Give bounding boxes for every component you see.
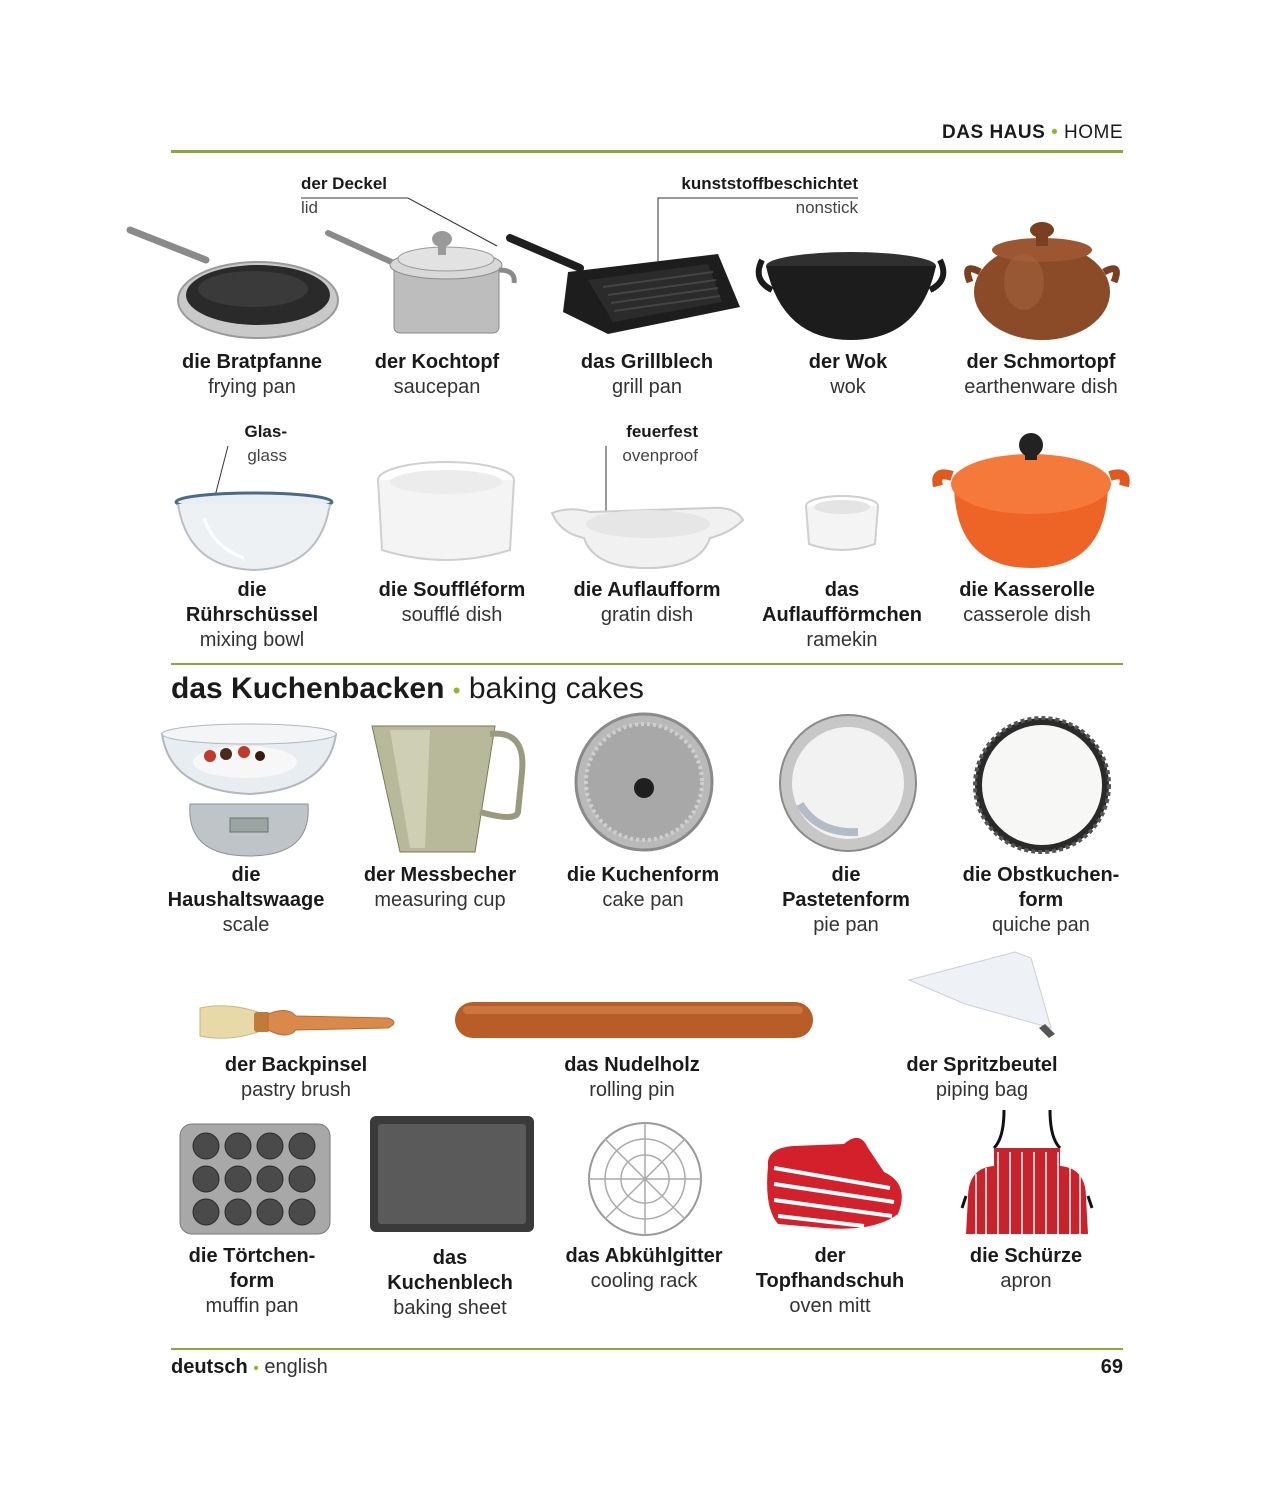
frying-pan-image (128, 225, 343, 340)
baking-sheet-de-2: Kuchenblech (387, 1272, 513, 1294)
oven-mitt-de-1: der (814, 1245, 846, 1267)
casserole-dish-en: casserole dish (963, 604, 1091, 626)
scale-de-2: Haushaltswaage (167, 889, 325, 911)
cooling-rack-image (586, 1120, 704, 1238)
ramekin-image (804, 494, 880, 556)
footer-rule (171, 1348, 1123, 1350)
annotation-lid-en: lid (301, 198, 319, 217)
caption-apron (970, 1244, 1082, 1294)
grill-pan-image (508, 232, 746, 342)
wok-de: der Wok (808, 351, 888, 373)
ramekin-de-2: Auflaufförmchen (762, 604, 922, 626)
section-title-en: baking cakes (468, 672, 644, 705)
caption-saucepan (375, 350, 499, 400)
saucepan-en: saucepan (393, 376, 481, 398)
annotation-glass-de: Glas- (244, 422, 287, 441)
pie-pan-de-1: die (831, 864, 861, 886)
wok-image (752, 240, 950, 345)
pie-pan-de-2: Pastetenform (782, 889, 910, 911)
muffin-pan-de-2: form (229, 1270, 275, 1292)
caption-cake-pan (567, 863, 719, 913)
section-rule (171, 663, 1123, 665)
apron-en: apron (1000, 1270, 1052, 1292)
quiche-pan-en: quiche pan (992, 914, 1090, 936)
mixing-bowl-en: mixing bowl (199, 629, 305, 651)
piping-bag-de: der Spritzbeutel (906, 1054, 1058, 1076)
caption-pie-pan (782, 863, 910, 938)
baking-sheet-de-1: das (432, 1247, 468, 1269)
mixing-bowl-de-1: die (237, 579, 267, 601)
caption-cooling-rack (565, 1244, 722, 1294)
rolling-pin-image (453, 1000, 815, 1040)
footer-lang-en: english (264, 1356, 328, 1378)
souffle-dish-de: die Souffléform (378, 579, 526, 601)
header-bullet: • (1051, 122, 1059, 143)
cake-pan-en: cake pan (602, 889, 684, 911)
wok-en: wok (830, 376, 866, 398)
souffle-dish-en: soufflé dish (401, 604, 503, 626)
annotation-lid-de: der Deckel (301, 174, 387, 193)
ramekin-en: ramekin (806, 629, 878, 651)
quiche-pan-de-2: form (1018, 889, 1064, 911)
quiche-pan-image (972, 716, 1112, 854)
scale-image (160, 720, 338, 860)
cooling-rack-de: das Abkühlgitter (565, 1245, 723, 1267)
pie-pan-en: pie pan (813, 914, 879, 936)
grill-pan-en: grill pan (611, 376, 683, 398)
measuring-cup-en: measuring cup (374, 889, 506, 911)
caption-pastry-brush (225, 1053, 367, 1103)
apron-de: die Schürze (969, 1245, 1083, 1267)
cake-pan-image (574, 712, 714, 852)
measuring-cup-image (370, 722, 530, 854)
caption-frying-pan (182, 350, 322, 400)
baking-sheet-en: baking sheet (393, 1297, 507, 1319)
caption-rolling-pin (564, 1053, 700, 1103)
annotation-ovenproof-de: feuerfest (626, 422, 698, 441)
caption-measuring-cup (364, 863, 516, 913)
cake-pan-de: die Kuchenform (566, 864, 720, 886)
ramekin-de-1: das (824, 579, 860, 601)
frying-pan-en: frying pan (208, 376, 296, 398)
footer-lang-de: deutsch (171, 1356, 248, 1378)
section-title (171, 672, 644, 706)
grill-pan-de: das Grillblech (580, 351, 714, 373)
caption-baking-sheet (387, 1246, 513, 1321)
caption-scale (168, 863, 325, 938)
caption-wok (809, 350, 888, 400)
scale-de-1: die (231, 864, 261, 886)
pie-pan-image (778, 714, 918, 852)
saucepan-image (326, 225, 521, 340)
annotation-nonstick-en: nonstick (795, 198, 858, 217)
gratin-dish-en: gratin dish (600, 604, 694, 626)
caption-mixing-bowl (186, 578, 318, 653)
earthenware-dish-de: der Schmortopf (966, 351, 1116, 373)
annotation-ovenproof-en: ovenproof (622, 446, 698, 465)
gratin-dish-image (550, 498, 745, 570)
caption-quiche-pan (963, 863, 1120, 938)
cooling-rack-en: cooling rack (590, 1270, 698, 1292)
header-section-de: DAS HAUS (942, 122, 1046, 143)
piping-bag-image (905, 950, 1057, 1040)
footer-languages (171, 1356, 328, 1379)
caption-muffin-pan (189, 1244, 316, 1319)
piping-bag-en: piping bag (935, 1079, 1029, 1101)
caption-casserole-dish (959, 578, 1095, 628)
pastry-brush-en: pastry brush (240, 1079, 352, 1101)
muffin-pan-de-1: die Törtchen- (188, 1245, 316, 1267)
page-number: 69 (1100, 1356, 1123, 1378)
pastry-brush-image (198, 1000, 403, 1044)
gratin-dish-de: die Auflaufform (573, 579, 721, 601)
pastry-brush-de: der Backpinsel (224, 1054, 368, 1076)
frying-pan-de: die Bratpfanne (181, 351, 323, 373)
header-section-en: HOME (1064, 122, 1123, 143)
caption-ramekin (762, 578, 922, 653)
caption-oven-mitt (756, 1244, 905, 1319)
quiche-pan-de-1: die Obstkuchen- (962, 864, 1120, 886)
oven-mitt-en: oven mitt (789, 1295, 871, 1317)
section-title-de: das Kuchenbacken (171, 672, 445, 705)
annotation-nonstick-de: kunststoffbeschichtet (681, 174, 858, 193)
rolling-pin-en: rolling pin (589, 1079, 675, 1101)
oven-mitt-image (764, 1128, 910, 1234)
mixing-bowl-de-2: Rührschüssel (185, 604, 319, 626)
caption-gratin-dish (573, 578, 720, 628)
baking-sheet-image (368, 1114, 536, 1234)
measuring-cup-de: der Messbecher (363, 864, 517, 886)
casserole-dish-image (934, 432, 1128, 570)
section-bullet: • (452, 678, 461, 703)
earthenware-dish-image (962, 212, 1122, 342)
saucepan-de: der Kochtopf (374, 351, 500, 373)
casserole-dish-de: die Kasserolle (959, 579, 1095, 601)
caption-earthenware-dish (964, 350, 1117, 400)
souffle-dish-image (376, 460, 516, 568)
muffin-pan-image (178, 1122, 332, 1236)
caption-grill-pan (581, 350, 713, 400)
caption-souffle-dish (379, 578, 526, 628)
caption-piping-bag (906, 1053, 1057, 1103)
mixing-bowl-image (174, 488, 334, 573)
rolling-pin-de: das Nudelholz (564, 1054, 700, 1076)
apron-image (964, 1108, 1090, 1236)
annotation-glass-en: glass (247, 446, 287, 465)
oven-mitt-de-2: Topfhandschuh (755, 1270, 905, 1292)
footer-bullet: • (253, 1360, 259, 1377)
earthenware-dish-en: earthenware dish (964, 376, 1118, 398)
scale-en: scale (222, 914, 270, 936)
muffin-pan-en: muffin pan (205, 1295, 299, 1317)
